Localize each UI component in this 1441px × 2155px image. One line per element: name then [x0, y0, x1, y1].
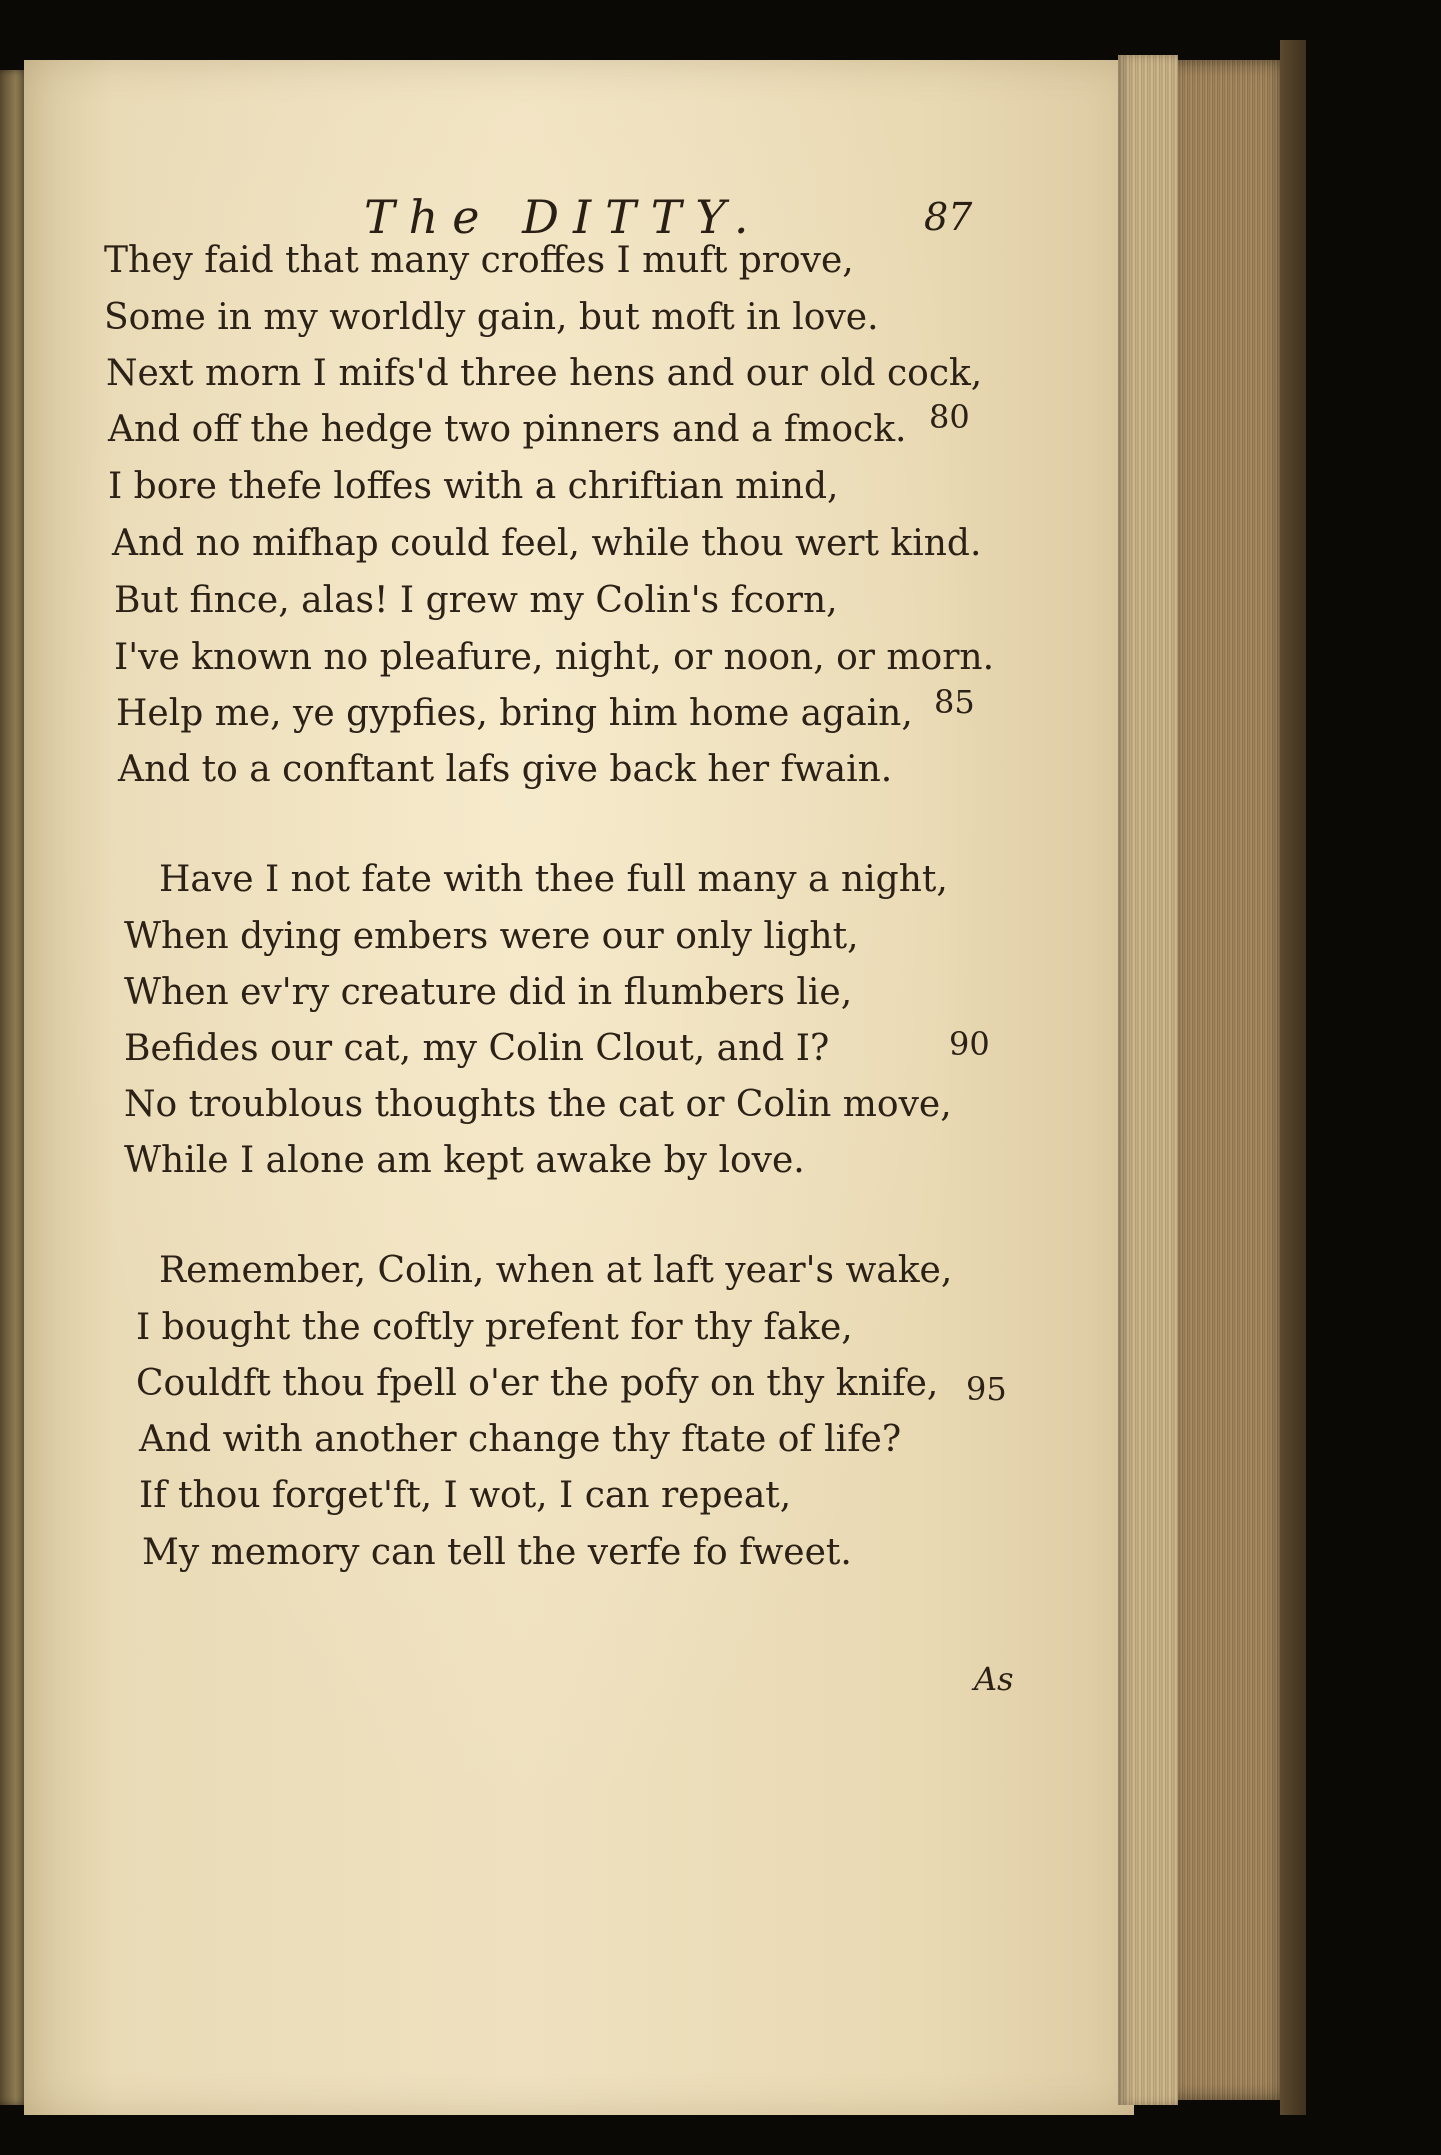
- verse-line: Some in my worldly gain, but moft in love.: [104, 297, 879, 338]
- line-number: 85: [934, 683, 975, 721]
- book-page: [24, 60, 1134, 2115]
- verse-line: No troublous thoughts the cat or Colin move,: [124, 1084, 952, 1125]
- verse-line: Remember, Colin, when at laft year's wake,: [159, 1250, 953, 1291]
- page-block-shadow: [1178, 60, 1293, 2100]
- verse-line: I bore thefe loffes with a chriftian mind,: [108, 466, 839, 507]
- verse-line: But fince, alas! I grew my Colin's fcorn,: [114, 580, 838, 621]
- verse-line: Help me, ye gypfies, bring him home again,: [116, 693, 913, 734]
- line-number: 80: [929, 398, 970, 436]
- verse-line: They faid that many croffes I muft prove,: [104, 240, 854, 281]
- verse-line: My memory can tell the verfe fo fweet.: [142, 1532, 852, 1573]
- verse-line: And with another change thy ftate of life?: [139, 1419, 902, 1460]
- line-number: 95: [966, 1370, 1007, 1408]
- verse-line: I bought the coftly prefent for thy fake,: [136, 1307, 853, 1348]
- verse-line: If thou forget'ft, I wot, I can repeat,: [139, 1475, 792, 1516]
- verse-line: While I alone am kept awake by love.: [124, 1140, 805, 1181]
- verse-line: Have I not fate with thee full many a night,: [159, 859, 948, 900]
- verse-line: And no mifhap could feel, while thou wert kind.: [112, 523, 982, 564]
- verse-line: And off the hedge two pinners and a fmock.: [108, 409, 907, 450]
- verse-line: Couldft thou fpell o'er the pofy on thy knife,: [136, 1363, 939, 1404]
- verse-line: When dying embers were our only light,: [124, 916, 859, 957]
- page-block-edge: [1118, 55, 1178, 2105]
- verse-line: And to a conftant lafs give back her fwain.: [118, 749, 893, 790]
- page-number: 87: [924, 195, 973, 239]
- verse-line: I've known no pleafure, night, or noon, or morn.: [114, 637, 995, 678]
- verse-line: Next morn I mifs'd three hens and our old cock,: [106, 353, 983, 394]
- running-title: The DITTY.: [364, 190, 763, 244]
- catchword: As: [974, 1660, 1014, 1698]
- line-number: 90: [949, 1025, 990, 1063]
- verse-line: When ev'ry creature did in flumbers lie,: [124, 972, 853, 1013]
- book-cover-edge: [1280, 40, 1306, 2115]
- verse-line: Befides our cat, my Colin Clout, and I?: [124, 1028, 830, 1069]
